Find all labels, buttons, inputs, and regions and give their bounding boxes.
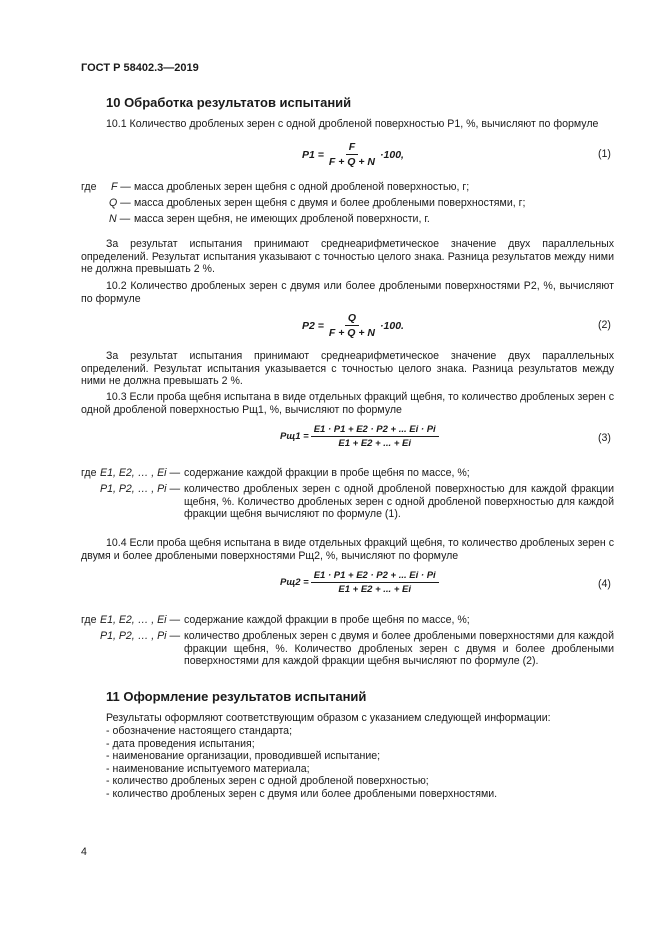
formula-3-numerator: E1 · P1 + E2 · P2 + ... Ei · Pi: [311, 424, 439, 437]
where-4-sym-p: P1, P2, … , Pi —: [100, 630, 181, 642]
where-1-sym-f: F —: [111, 181, 131, 193]
page-number: 4: [81, 846, 87, 858]
equation-number-4: (4): [598, 578, 611, 590]
where-4-def-e: содержание каждой фракции в пробе щебня по массе, %;: [184, 614, 470, 626]
section-11-intro: Результаты оформляют соответствующим образом с указанием следующей информации:: [106, 712, 551, 724]
formula-1-numerator: F: [346, 141, 358, 155]
paragraph-10-2: 10.2 Количество дробленых зерен с двумя или более дроблеными поверхностями P2, %, вычисляют по формуле: [81, 280, 614, 305]
where-4-lead: где: [81, 614, 97, 626]
where-1-def-q: масса дробленых зерен щебня с двумя и более дроблеными поверхностями, г;: [134, 197, 526, 209]
equation-number-1: (1): [598, 148, 611, 160]
where-4-def-p: количество дробленых зерен с двумя и более дроблеными поверхностями для каждой фракции щебня, %. Количество дробленых зерен с двумя и более дроблеными поверхностями для каждой фракции щебня вычисляют по формуле (2).: [184, 630, 614, 667]
formula-4-lhs: Pщ2 =: [280, 577, 309, 588]
where-3-def-p: количество дробленых зерен с одной дробленой поверхностью для каждой фракции щебня, %. Количество дробленых зерен с одной дробленой поверхностью для каждой фракции щебня вычисляют по формуле (1).: [184, 483, 614, 520]
formula-2-lhs: P2 =: [302, 319, 324, 332]
equation-number-3: (3): [598, 432, 611, 444]
formula-1-denominator: F + Q + N: [328, 156, 376, 168]
formula-4-numerator: E1 · P1 + E2 · P2 + ... Ei · Pi: [311, 570, 439, 583]
formula-4-fraction: [311, 570, 439, 595]
formula-1-fraction: [326, 141, 378, 168]
section-10-title: 10 Обработка результатов испытаний: [106, 95, 352, 110]
where-1-lead: где: [81, 181, 97, 193]
formula-3-fraction: [311, 424, 439, 449]
paragraph-result-1: За результат испытания принимают среднеарифметическое значение двух параллельных определений. Результат испытания указывают с точностью целого знака. Разница результатов между ними не должна превышать 2 %.: [81, 238, 614, 275]
section-11-title: 11 Оформление результатов испытаний: [106, 689, 367, 704]
formula-2-tail: ·100.: [380, 319, 404, 332]
formula-3-lhs: Pщ1 =: [280, 431, 309, 442]
paragraph-10-1: 10.1 Количество дробленых зерен с одной дробленой поверхностью P1, %, вычисляют по формуле: [106, 118, 599, 130]
formula-4-denominator: E1 + E2 + ... + Ei: [338, 584, 411, 595]
formula-2-fraction: [326, 312, 378, 339]
where-3-lead: где: [81, 467, 97, 479]
list-item: - дата проведения испытания;: [106, 737, 255, 750]
formula-3: [280, 424, 441, 449]
paragraph-10-4: 10.4 Если проба щебня испытана в виде отдельных фракций щебня, то количество дробленых зерен с двумя и более дроблеными поверхностями Pщ2, %, вычисляют по формуле: [81, 537, 615, 562]
results-info-list: [106, 725, 614, 800]
where-1-sym-n: N —: [109, 213, 131, 225]
paragraph-result-2: За результат испытания принимают среднеарифметическое значение двух параллельных определений. Результат испытания указывается с точностью целого знака. Разница результатов между ними не должна превышать 2 %.: [81, 350, 614, 387]
list-item: - наименование испытуемого материала;: [106, 762, 310, 775]
formula-1: [302, 141, 404, 168]
formula-1-tail: ·100,: [380, 148, 404, 161]
document-header: ГОСТ Р 58402.3—2019: [81, 62, 199, 74]
equation-number-2: (2): [598, 319, 611, 331]
formula-3-denominator: E1 + E2 + ... + Ei: [338, 438, 411, 449]
formula-2-numerator: Q: [345, 312, 359, 326]
formula-4: [280, 570, 441, 595]
where-3-def-e: содержание каждой фракции в пробе щебня по массе, %;: [184, 467, 470, 479]
where-4-sym-e: E1, E2, … , Ei —: [100, 614, 181, 626]
list-item: - количество дробленых зерен с двумя или более дроблеными поверхностями.: [106, 787, 498, 800]
list-item: - наименование организации, проводившей испытание;: [106, 750, 381, 762]
where-1-def-n: масса зерен щебня, не имеющих дробленой поверхности, г.: [134, 213, 430, 225]
where-1-def-f: масса дробленых зерен щебня с одной дробленой поверхностью, г;: [134, 181, 470, 193]
where-3-sym-e: E1, E2, … , Ei —: [100, 467, 181, 479]
where-3-sym-p: P1, P2, … , Pi —: [100, 483, 181, 495]
list-item: - количество дробленых зерен с одной дробленой поверхностью;: [106, 775, 429, 787]
formula-2-denominator: F + Q + N: [328, 327, 376, 339]
paragraph-10-3: 10.3 Если проба щебня испытана в виде отдельных фракций щебня, то количество дробленых зерен с одной дробленой поверхностью Pщ1, %, вычисляют по формуле: [81, 391, 615, 416]
list-item: - обозначение настоящего стандарта;: [106, 725, 293, 737]
formula-2: [302, 312, 404, 339]
where-1-sym-q: Q —: [109, 197, 131, 209]
formula-1-lhs: P1 =: [302, 148, 324, 161]
